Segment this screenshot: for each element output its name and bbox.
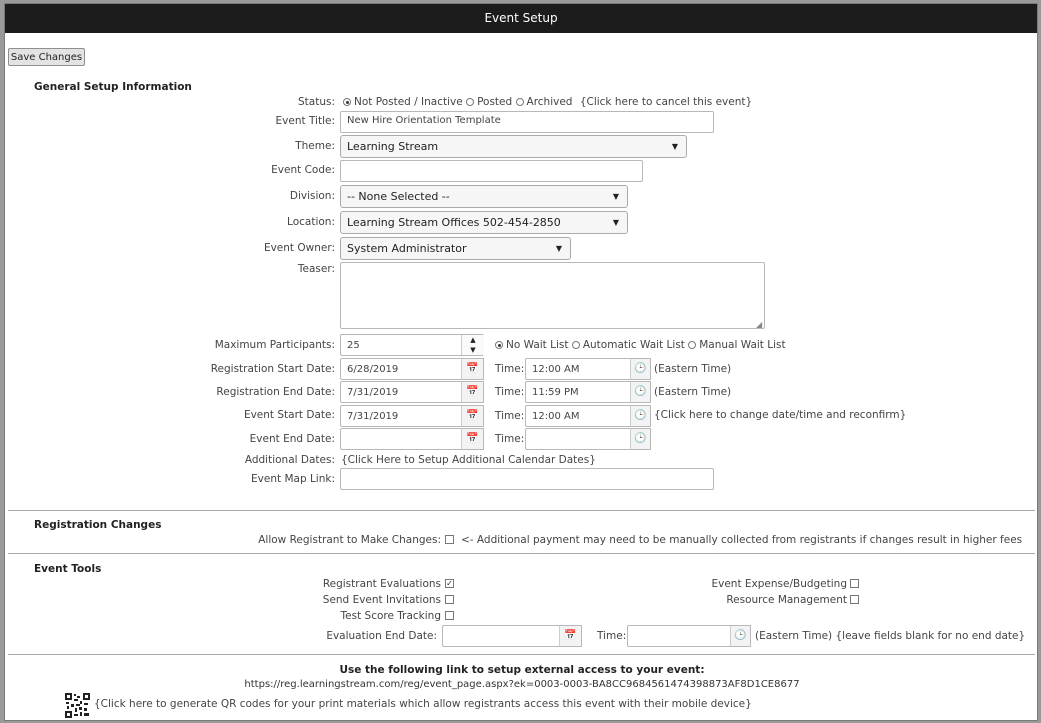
teaser-textarea[interactable] (340, 262, 765, 329)
evaluation-end-date-label: Evaluation End Date: (326, 630, 437, 642)
chevron-down-icon: ▼ (671, 142, 678, 151)
event-start-time-input[interactable]: 12:00 AM (525, 405, 651, 427)
reg-end-date-label: Registration End Date: (216, 386, 335, 398)
reg-start-time-input[interactable]: 12:00 AM (525, 358, 651, 380)
qr-code-icon[interactable] (65, 693, 90, 718)
additional-dates-label: Additional Dates: (244, 454, 335, 466)
event-owner-select[interactable]: System Administrator ▼ (340, 237, 571, 260)
event-title-label: Event Title: (275, 115, 335, 127)
radio-icon[interactable] (516, 98, 524, 106)
max-participants-label: Maximum Participants: (214, 339, 335, 351)
radio-icon[interactable] (688, 341, 696, 349)
status-archived-option[interactable]: Archived (516, 96, 573, 108)
general-setup-heading: General Setup Information (34, 81, 192, 93)
event-code-label: Event Code: (271, 164, 335, 176)
reg-start-date-label: Registration Start Date: (210, 363, 335, 375)
divider (8, 553, 1035, 554)
save-changes-button[interactable]: Save Changes (8, 48, 85, 66)
event-map-link-label: Event Map Link: (251, 473, 335, 485)
event-setup-window (4, 3, 1038, 721)
reg-end-time-input[interactable]: 11:59 PM (525, 381, 651, 403)
event-expense-budgeting-label: Event Expense/Budgeting (711, 578, 847, 590)
radio-icon[interactable] (466, 98, 474, 106)
event-expense-budgeting-checkbox[interactable] (850, 579, 859, 588)
reg-start-time-label: Time: (495, 363, 525, 375)
calendar-icon[interactable]: 📅 (461, 358, 484, 380)
reg-start-timezone-note: (Eastern Time) (654, 363, 732, 375)
reg-start-date-input[interactable]: 6/28/2019 (340, 358, 484, 380)
status-radio-group (343, 96, 752, 108)
division-select[interactable]: -- None Selected -- ▼ (340, 185, 628, 208)
send-event-invitations-checkbox[interactable] (445, 595, 454, 604)
event-tools-heading: Event Tools (34, 563, 102, 575)
location-select[interactable]: Learning Stream Offices 502-454-2850 ▼ (340, 211, 628, 234)
event-owner-label: Event Owner: (263, 242, 335, 254)
change-date-reconfirm-link[interactable]: {Click here to change date/time and reconfirm} (654, 409, 907, 421)
chevron-down-icon: ▼ (555, 244, 562, 253)
external-access-heading: Use the following link to setup external access to your event: (339, 664, 705, 676)
event-map-link-input[interactable] (340, 468, 714, 490)
event-start-time-label: Time: (495, 410, 525, 422)
resource-management-label: Resource Management (726, 594, 847, 606)
spinner-arrows-icon[interactable]: ▲ ▼ (461, 335, 484, 355)
send-event-invitations-label: Send Event Invitations (322, 594, 441, 606)
event-end-date-label: Event End Date: (249, 433, 335, 445)
clock-icon[interactable]: 🕒 (630, 358, 651, 380)
calendar-icon[interactable]: 📅 (559, 625, 582, 647)
calendar-icon[interactable]: 📅 (461, 428, 484, 450)
clock-icon[interactable]: 🕒 (630, 428, 651, 450)
resize-handle-icon[interactable]: ◢ (756, 320, 763, 329)
division-label: Division: (289, 190, 335, 202)
chevron-down-icon: ▼ (612, 192, 619, 201)
test-score-tracking-checkbox[interactable] (445, 611, 454, 620)
event-end-time-label: Time: (495, 433, 525, 445)
clock-icon[interactable]: 🕒 (630, 405, 651, 427)
generate-qr-codes-link[interactable]: {Click here to generate QR codes for your print materials which allow registrants access this event with their mobile device} (94, 698, 752, 710)
no-wait-list-option[interactable]: No Wait List (495, 339, 569, 351)
registration-changes-note: <- Additional payment may need to be manually collected from registrants if changes result in higher fees (461, 534, 1023, 546)
setup-additional-dates-link[interactable]: {Click Here to Setup Additional Calendar Dates} (341, 454, 596, 466)
manual-wait-list-option[interactable]: Manual Wait List (688, 339, 785, 351)
calendar-icon[interactable]: 📅 (461, 381, 484, 403)
resource-management-checkbox[interactable] (850, 595, 859, 604)
allow-registrant-changes-label: Allow Registrant to Make Changes: (258, 534, 441, 546)
status-label: Status: (298, 96, 335, 108)
teaser-label: Teaser: (297, 263, 335, 275)
chevron-down-icon: ▼ (612, 218, 619, 227)
event-code-input[interactable] (340, 160, 643, 182)
theme-label: Theme: (295, 140, 335, 152)
reg-end-timezone-note: (Eastern Time) (654, 386, 732, 398)
theme-select[interactable]: Learning Stream ▼ (340, 135, 687, 158)
reg-end-time-label: Time: (495, 386, 525, 398)
reg-end-date-input[interactable]: 7/31/2019 (340, 381, 484, 403)
max-participants-input[interactable]: 25 (340, 334, 484, 356)
external-access-url-link[interactable]: https://reg.learningstream.com/reg/event_page.aspx?ek=0003-0003-BA8CC9684561474398873AF8D1CE8677 (244, 679, 800, 690)
event-start-date-label: Event Start Date: (243, 409, 335, 421)
window-title: Event Setup (5, 4, 1037, 33)
automatic-wait-list-option[interactable]: Automatic Wait List (572, 339, 685, 351)
status-not-posted-option[interactable]: Not Posted / Inactive (343, 96, 463, 108)
divider (8, 510, 1035, 511)
radio-selected-icon[interactable] (343, 98, 351, 106)
divider (8, 654, 1035, 655)
registrant-evaluations-label: Registrant Evaluations (322, 578, 441, 590)
event-start-date-input[interactable]: 7/31/2019 (340, 405, 484, 427)
status-posted-option[interactable]: Posted (466, 96, 512, 108)
test-score-tracking-label: Test Score Tracking (340, 610, 441, 622)
cancel-event-link[interactable]: {Click here to cancel this event} (579, 96, 753, 108)
clock-icon[interactable]: 🕒 (730, 625, 751, 647)
registration-changes-heading: Registration Changes (34, 519, 162, 531)
registrant-evaluations-checkbox[interactable]: ✓ (446, 579, 453, 588)
clock-icon[interactable]: 🕒 (630, 381, 651, 403)
allow-registrant-changes-checkbox[interactable] (445, 535, 454, 544)
event-title-input[interactable]: New Hire Orientation Template (340, 111, 714, 133)
evaluation-end-time-label: Time: (597, 630, 627, 642)
evaluation-end-note: (Eastern Time) {leave fields blank for no end date} (755, 630, 1026, 642)
radio-selected-icon[interactable] (495, 341, 503, 349)
wait-list-radio-group (495, 339, 786, 351)
calendar-icon[interactable]: 📅 (461, 405, 484, 427)
location-label: Location: (287, 216, 335, 228)
radio-icon[interactable] (572, 341, 580, 349)
